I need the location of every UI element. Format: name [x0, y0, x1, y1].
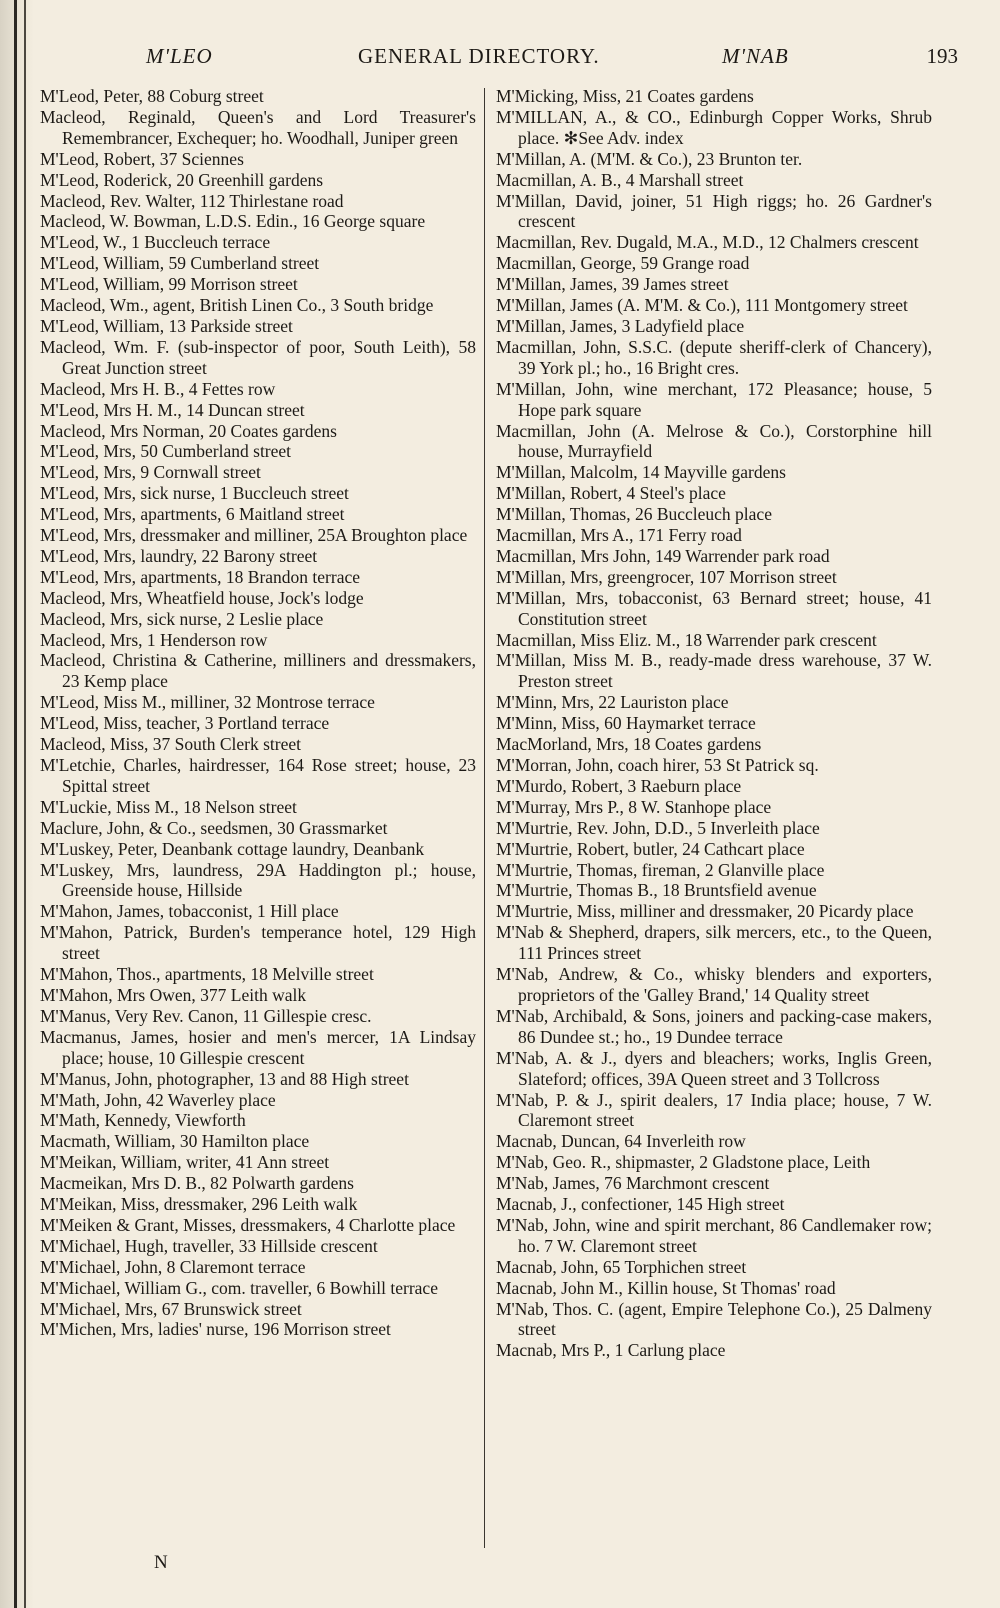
directory-entry: M'Leod, Peter, 88 Coburg street: [40, 86, 264, 106]
directory-entry: M'Manus, John, photographer, 13 and 88 High street: [40, 1068, 409, 1089]
directory-entry: M'Leod, W., 1 Buccleuch terrace: [40, 232, 271, 253]
directory-entry: M'Letchie, Charles, hairdresser, 164 Rose street; house, 23 Spittal street: [40, 755, 476, 796]
directory-entry: M'Millan, Mrs, tobacconist, 63 Bernard street; house, 41 Constitution street: [496, 587, 932, 629]
directory-entry: Macmath, William, 30 Hamilton place: [40, 1131, 310, 1152]
directory-entry: M'Leod, William, 13 Parkside street: [40, 315, 293, 336]
directory-entry: M'Leod, Mrs, apartments, 18 Brandon terrace: [40, 566, 360, 587]
directory-entry: M'Leod, William, 99 Morrison street: [40, 274, 298, 295]
directory-entry: M'Nab, John, wine and spirit merchant, 86 Candlemaker row; ho. 7 W. Claremont street: [496, 1214, 932, 1256]
directory-entry: M'Luskey, Peter, Deanbank cottage laundry, Deanbank: [40, 838, 425, 859]
directory-entry: M'Millan, Robert, 4 Steel's place: [496, 483, 726, 504]
directory-entry: M'Nab, Andrew, & Co., whisky blenders and exporters, proprietors of the 'Galley Brand,' 14 Quality street: [496, 964, 932, 1005]
directory-entry: M'Leod, Mrs, dressmaker and milliner, 25A Broughton place: [40, 525, 468, 546]
directory-entry: M'Murdo, Robert, 3 Raeburn place: [496, 775, 742, 796]
directory-entry: M'Nab, Thos. C. (agent, Empire Telephone Co.), 25 Dalmeny street: [496, 1298, 932, 1340]
directory-entry: M'Leod, Mrs, sick nurse, 1 Buccleuch street: [40, 483, 349, 504]
directory-entry: M'Mahon, Mrs Owen, 377 Leith walk: [40, 984, 307, 1005]
directory-entry: M'Murtrie, Thomas B., 18 Bruntsfield avenue: [496, 880, 817, 901]
directory-entry: M'Michael, William G., com. traveller, 6 Bowhill terrace: [40, 1277, 438, 1298]
directory-entry: M'Murtrie, Rev. John, D.D., 5 Inverleith place: [496, 817, 820, 838]
directory-entry: M'Mahon, Thos., apartments, 18 Melville street: [40, 964, 374, 985]
directory-entry: M'Michael, Hugh, traveller, 33 Hillside crescent: [40, 1235, 378, 1256]
directory-entry: Macmillan, Rev. Dugald, M.A., M.D., 12 Chalmers crescent: [496, 232, 919, 253]
directory-entry: Macmillan, John (A. Melrose & Co.), Corstorphine hill house, Murrayfield: [496, 420, 932, 462]
directory-entry: Macleod, Mrs, 1 Henderson row: [40, 629, 268, 650]
directory-entry: M'Millan, Thomas, 26 Buccleuch place: [496, 504, 772, 525]
directory-entry: Macleod, Mrs, Wheatfield house, Jock's lodge: [40, 587, 364, 608]
directory-entry: Macleod, Miss, 37 South Clerk street: [40, 734, 302, 755]
directory-entry: M'Millan, A. (M'M. & Co.), 23 Brunton ter.: [496, 148, 803, 169]
directory-entry: Macmanus, James, hosier and men's mercer, 1A Lindsay place; house, 10 Gillespie crescent: [40, 1026, 476, 1068]
directory-entry: M'Micking, Miss, 21 Coates gardens: [496, 86, 754, 106]
directory-entry: M'Morran, John, coach hirer, 53 St Patrick sq.: [496, 755, 819, 775]
directory-entry: M'Luskey, Mrs, laundress, 29A Haddington pl.; house, Greenside house, Hillside: [40, 859, 476, 901]
directory-entry: M'Mahon, Patrick, Burden's temperance hotel, 129 High street: [40, 922, 476, 964]
directory-entry: M'Luckie, Miss M., 18 Nelson street: [40, 796, 297, 817]
directory-entry: Macleod, Wm., agent, British Linen Co., 3 South bridge: [40, 295, 434, 316]
directory-entry: M'Meiken & Grant, Misses, dressmakers, 4 Charlotte place: [40, 1214, 456, 1235]
binding-rule: [14, 0, 17, 1608]
directory-entry: M'Millan, James, 39 James street: [496, 274, 729, 295]
directory-entry: M'Murtrie, Robert, butler, 24 Cathcart place: [496, 838, 805, 859]
binding-rule-secondary: [24, 0, 26, 1608]
directory-entry: M'Michael, Mrs, 67 Brunswick street: [40, 1298, 302, 1319]
directory-entry: M'Nab, P. & J., spirit dealers, 17 India place; house, 7 W. Claremont street: [496, 1089, 932, 1131]
directory-entry: Macmillan, Mrs John, 149 Warrender park road: [496, 545, 830, 566]
directory-entry: Macmillan, John, S.S.C. (depute sheriff-clerk of Chancery), 39 York pl.; ho., 16 Bright cres.: [496, 336, 932, 378]
header-left-catchword: M'LEO: [146, 44, 213, 68]
directory-entry: M'Millan, Miss M. B., ready-made dress warehouse, 37 W. Preston street: [496, 650, 932, 692]
header-right-catchword: M'NAB: [722, 44, 789, 68]
directory-entry: Macleod, Reginald, Queen's and Lord Treasurer's Remembrancer, Exchequer; ho. Woodhall, Juniper green: [40, 106, 476, 148]
directory-entry: M'Manus, Very Rev. Canon, 11 Gillespie cresc.: [40, 1005, 372, 1026]
directory-entry: M'Murtrie, Thomas, fireman, 2 Glanville place: [496, 859, 825, 880]
directory-entry: M'Leod, Robert, 37 Sciennes: [40, 148, 244, 169]
directory-entry: M'Leod, William, 59 Cumberland street: [40, 253, 320, 274]
directory-entry: M'Nab, A. & J., dyers and bleachers; works, Inglis Green, Slateford; offices, 39A Queen street and 3 Tollcross: [496, 1047, 932, 1089]
directory-entry: M'Leod, Miss, teacher, 3 Portland terrace: [40, 713, 330, 734]
directory-entry: M'Michael, John, 8 Claremont terrace: [40, 1256, 306, 1277]
directory-entry: Macnab, John M., Killin house, St Thomas' road: [496, 1277, 836, 1298]
column-divider: [484, 88, 485, 1548]
directory-entry: M'Mahon, James, tobacconist, 1 Hill place: [40, 901, 339, 922]
directory-entry: Macleod, Rev. Walter, 112 Thirlestane road: [40, 190, 344, 211]
directory-entry: M'Meikan, Miss, dressmaker, 296 Leith walk: [40, 1194, 358, 1215]
right-column: [496, 86, 932, 1361]
directory-entry: Macnab, J., confectioner, 145 High street: [496, 1194, 785, 1215]
book-binding-gutter: [0, 0, 34, 1608]
directory-entry: M'Leod, Mrs, 9 Cornwall street: [40, 462, 261, 483]
directory-entry: M'Math, John, 42 Waverley place: [40, 1089, 276, 1110]
signature-mark: N: [154, 1552, 168, 1573]
directory-entry: M'Leod, Mrs, apartments, 6 Maitland street: [40, 504, 345, 525]
directory-entry: Maclure, John, & Co., seedsmen, 30 Grassmarket: [40, 817, 388, 838]
directory-entry: Macnab, Duncan, 64 Inverleith row: [496, 1131, 746, 1152]
directory-entry: M'Murtrie, Miss, milliner and dressmaker, 20 Picardy place: [496, 901, 914, 922]
directory-entry: M'Minn, Mrs, 22 Lauriston place: [496, 692, 729, 713]
directory-entry: M'Millan, Malcolm, 14 Mayville gardens: [496, 462, 786, 483]
directory-entry: M'Nab, Archibald, & Sons, joiners and packing-case makers, 86 Dundee st.; ho., 19 Dundee terrace: [496, 1005, 932, 1047]
directory-entry: Macmillan, George, 59 Grange road: [496, 253, 750, 274]
directory-entry: Macleod, Mrs, sick nurse, 2 Leslie place: [40, 608, 324, 629]
page-number: 193: [926, 44, 958, 68]
directory-entry: M'Millan, David, joiner, 51 High riggs; ho. 26 Gardner's crescent: [496, 190, 932, 232]
directory-entry: Macleod, Mrs Norman, 20 Coates gardens: [40, 420, 337, 441]
directory-entry: M'Murray, Mrs P., 8 W. Stanhope place: [496, 796, 772, 817]
directory-entry: M'Millan, John, wine merchant, 172 Pleasance; house, 5 Hope park square: [496, 378, 932, 420]
directory-entry: Macmillan, Mrs A., 171 Ferry road: [496, 525, 742, 546]
directory-entry: Macnab, Mrs P., 1 Carlung place: [496, 1340, 726, 1361]
directory-entry: M'Leod, Roderick, 20 Greenhill gardens: [40, 169, 324, 190]
directory-entry: Macmillan, Miss Eliz. M., 18 Warrender park crescent: [496, 629, 877, 650]
directory-entry: Macleod, Christina & Catherine, milliners and dressmakers, 23 Kemp place: [40, 650, 476, 692]
directory-entry: M'Nab, James, 76 Marchmont crescent: [496, 1173, 770, 1194]
directory-entry: Macleod, Mrs H. B., 4 Fettes row: [40, 378, 276, 399]
directory-entry: M'Leod, Mrs H. M., 14 Duncan street: [40, 399, 305, 420]
directory-entry: M'Meikan, William, writer, 41 Ann street: [40, 1152, 330, 1173]
directory-entry: M'MILLAN, A., & CO., Edinburgh Copper Works, Shrub place. ✻See Adv. index: [496, 106, 932, 148]
left-column: [40, 86, 476, 1340]
directory-entry: Macleod, Wm. F. (sub-inspector of poor, South Leith), 58 Great Junction street: [40, 336, 476, 378]
directory-entry: MacMorland, Mrs, 18 Coates gardens: [496, 734, 762, 755]
header-title: GENERAL DIRECTORY.: [358, 44, 600, 68]
directory-entry: M'Leod, Miss M., milliner, 32 Montrose terrace: [40, 692, 375, 713]
directory-entry: M'Nab & Shepherd, drapers, silk mercers, etc., to the Queen, 111 Princes street: [496, 922, 932, 964]
directory-entry: Macnab, John, 65 Torphichen street: [496, 1256, 747, 1277]
directory-entry: M'Millan, Mrs, greengrocer, 107 Morrison street: [496, 566, 837, 587]
page-header: [40, 44, 958, 74]
directory-entry: M'Millan, James, 3 Ladyfield place: [496, 315, 745, 336]
directory-entry: Macmeikan, Mrs D. B., 82 Polwarth gardens: [40, 1173, 354, 1194]
directory-entry: M'Minn, Miss, 60 Haymarket terrace: [496, 713, 756, 734]
directory-entry: M'Math, Kennedy, Viewforth: [40, 1110, 246, 1131]
directory-entry: Macleod, W. Bowman, L.D.S. Edin., 16 George square: [40, 211, 426, 232]
directory-entry: M'Nab, Geo. R., shipmaster, 2 Gladstone place, Leith: [496, 1152, 871, 1173]
directory-entry: Macmillan, A. B., 4 Marshall street: [496, 169, 744, 190]
directory-entry: M'Leod, Mrs, laundry, 22 Barony street: [40, 545, 318, 566]
directory-entry: M'Leod, Mrs, 50 Cumberland street: [40, 441, 292, 462]
directory-entry: M'Millan, James (A. M'M. & Co.), 111 Montgomery street: [496, 295, 908, 316]
directory-entry: M'Michen, Mrs, ladies' nurse, 196 Morrison street: [40, 1319, 391, 1340]
